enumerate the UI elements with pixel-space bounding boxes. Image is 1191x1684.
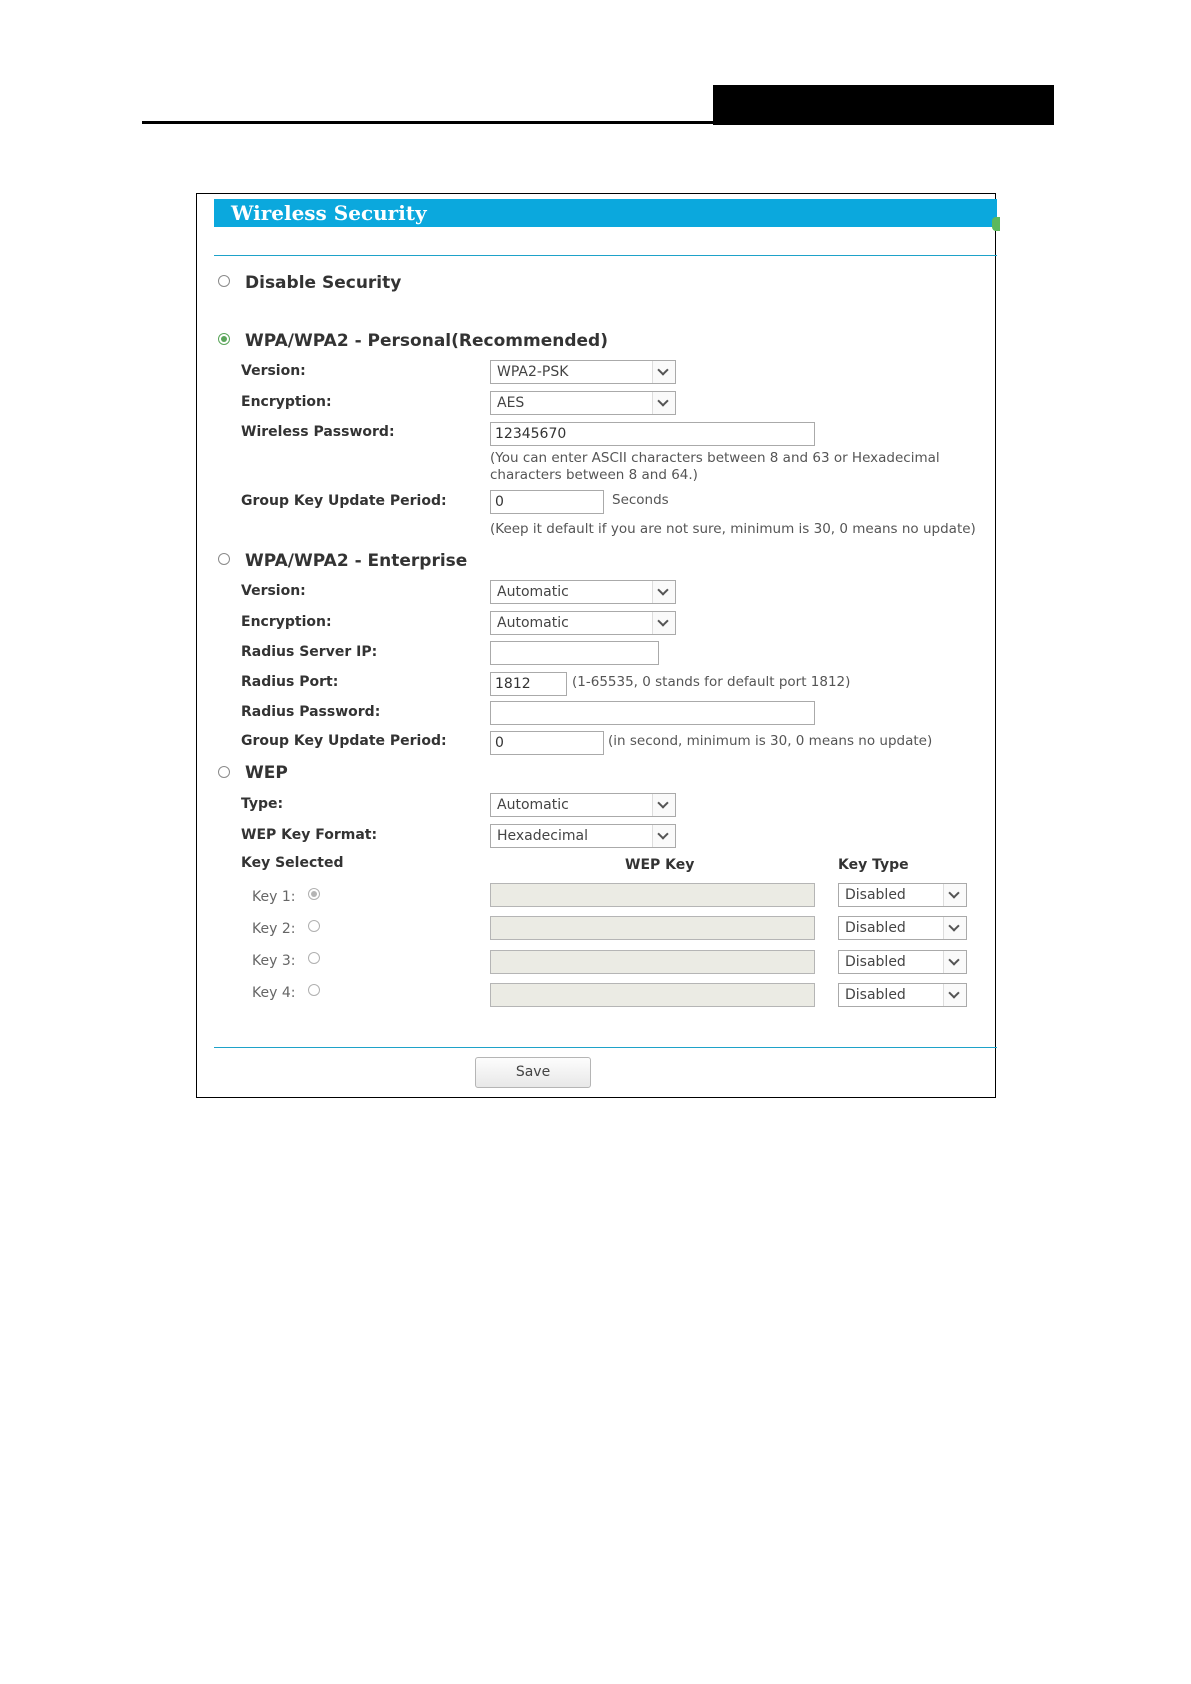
title-banner xyxy=(214,199,997,227)
radius-password-label: Radius Password: xyxy=(241,704,381,720)
key-1-radio[interactable] xyxy=(308,888,320,900)
key-type-header: Key Type xyxy=(838,857,909,873)
wep-key-header: WEP Key xyxy=(625,857,695,873)
wep-format-select[interactable] xyxy=(490,824,676,848)
radius-ip-input[interactable] xyxy=(490,641,659,665)
key-3-input[interactable] xyxy=(490,950,815,974)
chevron-down-icon xyxy=(652,825,675,847)
key-selected-label: Key Selected xyxy=(241,855,344,871)
enterprise-version-value: Automatic xyxy=(497,584,569,600)
key-4-type-select[interactable] xyxy=(838,983,967,1007)
wpa-enterprise-radio[interactable] xyxy=(218,553,230,565)
bottom-divider xyxy=(214,1047,997,1048)
chevron-down-icon xyxy=(652,392,675,414)
key-2-type-value: Disabled xyxy=(845,920,906,936)
wep-format-value: Hexadecimal xyxy=(497,828,588,844)
header-rule xyxy=(142,121,1054,124)
key-1-label: Key 1: xyxy=(252,889,296,905)
disable-security-label: Disable Security xyxy=(245,273,402,293)
wep-format-label: WEP Key Format: xyxy=(241,827,378,843)
wireless-password-input[interactable]: 12345670 xyxy=(490,422,815,446)
wireless-security-panel xyxy=(196,193,996,1098)
chevron-down-icon xyxy=(652,361,675,383)
enterprise-encryption-select[interactable] xyxy=(490,611,676,635)
radius-port-note: (1-65535, 0 stands for default port 1812) xyxy=(572,674,851,690)
enterprise-gkup-label: Group Key Update Period: xyxy=(241,733,447,749)
personal-gkup-note: (Keep it default if you are not sure, minimum is 30, 0 means no update) xyxy=(490,521,976,537)
key-3-label: Key 3: xyxy=(252,953,296,969)
personal-gkup-label: Group Key Update Period: xyxy=(241,493,447,509)
chevron-down-icon xyxy=(943,884,966,906)
top-divider xyxy=(214,255,997,256)
password-note-line1: (You can enter ASCII characters between 8 and 63 or Hexadecimal xyxy=(490,450,940,466)
wireless-password-label: Wireless Password: xyxy=(241,424,395,440)
radius-port-input[interactable]: 1812 xyxy=(490,672,567,696)
personal-gkup-input[interactable]: 0 xyxy=(490,490,604,514)
radius-port-label: Radius Port: xyxy=(241,674,339,690)
personal-encryption-value: AES xyxy=(497,395,525,411)
wep-type-value: Automatic xyxy=(497,797,569,813)
enterprise-gkup-note: (in second, minimum is 30, 0 means no update) xyxy=(608,733,933,749)
key-4-type-value: Disabled xyxy=(845,987,906,1003)
header-black-box xyxy=(713,85,1054,125)
personal-version-select[interactable] xyxy=(490,360,676,384)
key-3-type-value: Disabled xyxy=(845,954,906,970)
key-2-label: Key 2: xyxy=(252,921,296,937)
chevron-down-icon xyxy=(943,951,966,973)
key-1-type-select[interactable] xyxy=(838,883,967,907)
personal-encryption-select[interactable] xyxy=(490,391,676,415)
password-note-line2: characters between 8 and 64.) xyxy=(490,467,698,483)
save-button[interactable]: Save xyxy=(475,1057,591,1088)
wep-type-select[interactable] xyxy=(490,793,676,817)
disable-security-radio[interactable] xyxy=(218,275,230,287)
chevron-down-icon xyxy=(943,917,966,939)
wpa-personal-radio[interactable] xyxy=(218,333,230,345)
key-4-input[interactable] xyxy=(490,983,815,1007)
enterprise-encryption-value: Automatic xyxy=(497,615,569,631)
chevron-down-icon xyxy=(943,984,966,1006)
personal-version-label: Version: xyxy=(241,363,306,379)
key-2-radio[interactable] xyxy=(308,920,320,932)
banner-tab-icon xyxy=(992,217,1000,231)
radius-ip-label: Radius Server IP: xyxy=(241,644,378,660)
wpa-personal-title: WPA/WPA2 - Personal(Recommended) xyxy=(245,331,608,351)
enterprise-gkup-input[interactable]: 0 xyxy=(490,731,604,755)
enterprise-encryption-label: Encryption: xyxy=(241,614,332,630)
wep-type-label: Type: xyxy=(241,796,284,812)
enterprise-version-select[interactable] xyxy=(490,580,676,604)
radius-password-input[interactable] xyxy=(490,701,815,725)
chevron-down-icon xyxy=(652,794,675,816)
key-2-input[interactable] xyxy=(490,916,815,940)
chevron-down-icon xyxy=(652,612,675,634)
key-4-label: Key 4: xyxy=(252,985,296,1001)
key-3-type-select[interactable] xyxy=(838,950,967,974)
key-2-type-select[interactable] xyxy=(838,916,967,940)
page-title: Wireless Security xyxy=(231,201,427,225)
wep-radio[interactable] xyxy=(218,766,230,778)
key-1-input[interactable] xyxy=(490,883,815,907)
personal-gkup-unit: Seconds xyxy=(612,492,669,508)
chevron-down-icon xyxy=(652,581,675,603)
wpa-enterprise-title: WPA/WPA2 - Enterprise xyxy=(245,551,468,571)
key-3-radio[interactable] xyxy=(308,952,320,964)
personal-version-value: WPA2-PSK xyxy=(497,364,569,380)
key-4-radio[interactable] xyxy=(308,984,320,996)
personal-encryption-label: Encryption: xyxy=(241,394,332,410)
enterprise-version-label: Version: xyxy=(241,583,306,599)
key-1-type-value: Disabled xyxy=(845,887,906,903)
wep-title: WEP xyxy=(245,763,288,783)
